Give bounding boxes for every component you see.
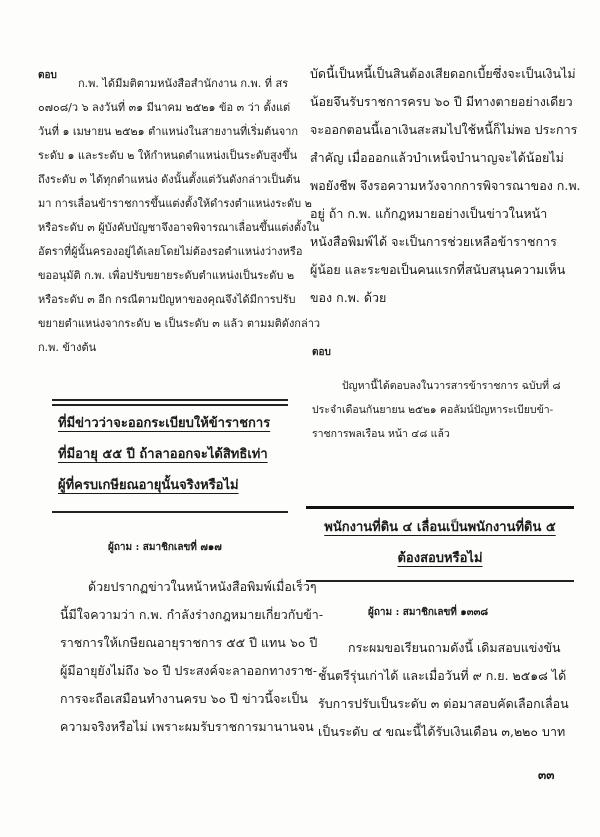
text-line: สำคัญ เมื่อออกแล้วบำเหน็จบำนาญจะได้น้อยไม่ xyxy=(310,150,564,165)
text-line: น้อยจึนรับราชการครบ ๖๐ ปี มีทางตายอย่างเดียว xyxy=(310,94,573,109)
section-divider xyxy=(306,506,574,509)
text-line: กระผมขอเรียนถามดังนี้ เดิมสอบแข่งขัน xyxy=(348,640,561,655)
text-line: ผู้น้อย และระขอเป็นคนแรกที่สนับสนุนความเห็น xyxy=(310,262,566,277)
question-byline-right: ผู้ถาม : สมาชิกเลขที่ ๑๓๓๘ xyxy=(368,607,489,618)
text-line: ขยายตำแหน่งจากระดับ ๒ เป็นระดับ ๓ แล้ว ตามมติดังกล่าว xyxy=(38,317,321,330)
answer-text-left xyxy=(38,72,321,360)
text-line: ระดับ ๑ และระดับ ๒ ให้กำหนดตำแหน่งเป็นระดับสูงขึ้น xyxy=(38,149,298,162)
text-line: บัดนี้เป็นหนี้เป็นสินต้องเสียดอกเบี้ยซึ่งจะเป็นเงินไม่ xyxy=(310,66,576,81)
text-line: อยู่ ถ้า ก.พ. แก้กฎหมายอย่างเป็นข่าวในหน้า xyxy=(310,206,548,221)
text-line: ก.พ. ได้มีมติตามหนังสือสำนักงาน ก.พ. ที่ สร xyxy=(78,77,289,90)
text-line: นี้มีใจความว่า ก.พ. กำลังร่างกฎหมายเกี่ยวกับข้า- xyxy=(60,607,324,622)
question-text-left xyxy=(60,573,324,741)
answer-label-left: ตอบ xyxy=(38,70,57,81)
text-line: ราชการให้เกษียณอายุราชการ ๕๕ ปี แทน ๖๐ ปี xyxy=(60,635,318,650)
text-line: ของ ก.พ. ด้วย xyxy=(310,290,387,305)
question-continued-right xyxy=(310,60,581,312)
section-divider xyxy=(306,580,574,582)
section-divider xyxy=(52,399,288,401)
text-line: ประจำเดือนกันยายน ๒๕๒๑ คอลัมน์ปัญหาระเบียบข้า- xyxy=(312,404,554,416)
text-line: วันที่ ๑ เมษายน ๒๕๒๑ ตำแหน่งในสายงานที่เริ่มต้นจาก xyxy=(38,125,299,138)
text-line: รับการปรับเป็นระดับ ๓ ต่อมาสอบคัดเลือกเลื่อน xyxy=(318,696,569,711)
question-heading-left xyxy=(52,408,292,501)
heading-line: ต้องสอบหรือไม่ xyxy=(397,551,483,566)
text-line: ปัญหานี้ได้ตอบลงในวารสารข้าราชการ ฉบับที่ ๘ xyxy=(342,380,561,392)
text-line: มา การเลื่อนข้าราชการขึ้นแต่งตั้งให้ดำรงตำแหน่งระดับ ๒ xyxy=(38,197,312,210)
text-line: พอยังชีพ จึงรอความหวังจากการพิจารณาของ ก.พ. xyxy=(310,178,581,193)
section-divider xyxy=(52,404,288,406)
heading-line: ที่มีอายุ ๕๕ ปี ถ้าลาออกจะได้สิทธิเท่า xyxy=(58,447,268,462)
text-line: การจะถือเสมือนทำงานครบ ๖๐ ปี ข่าวนี้จะเป็น xyxy=(60,691,308,706)
text-line: เป็นระดับ ๔ ขณะนี้ได้รับเงินเดือน ๓,๒๒๐ บาท xyxy=(318,724,566,739)
heading-line: พนักงานที่ดิน ๔ เลื่อนเป็นพนักงานที่ดิน ๕ xyxy=(324,520,556,535)
text-line: หรือระดับ ๓ อีก กรณีตามปัญหาของคุณจึงได้มีการปรับ xyxy=(38,293,296,306)
text-line: อัตราที่ผู้นั้นครองอยู่ได้เลยโดยไม่ต้องรอตำแหน่งว่างหรือ xyxy=(38,245,303,258)
heading-line: ที่มีข่าวว่าจะออกระเบียบให้ข้าราชการ xyxy=(58,416,271,431)
text-line: ก.พ. ข้างต้น xyxy=(38,341,97,354)
text-line: หนังสือพิมพ์ได้ จะเป็นการช่วยเหลือข้าราชการ xyxy=(310,234,557,249)
text-line: หรือระดับ ๓ ผู้บังคับบัญชาจึงอาจพิจารณาเลื่อนขึ้นแต่งตั้งใน xyxy=(38,221,320,234)
text-line: ด้วยปรากฏข่าวในหน้าหนังสือพิมพ์เมื่อเร็วๆ xyxy=(88,579,317,594)
answer-text-right xyxy=(312,374,574,446)
question-heading-right xyxy=(306,512,574,574)
text-line: ผู้มีอายุยังไม่ถึง ๖๐ ปี ประสงค์จะลาออกทางราช- xyxy=(60,663,318,678)
heading-line: ผู้ที่ครบเกษียณอายุนั้นจริงหรือไม่ xyxy=(58,478,239,493)
answer-label-right: ตอบ xyxy=(312,347,331,358)
text-line: ราชการพลเรือน หน้า ๔๘ แล้ว xyxy=(312,428,450,440)
question-text-right xyxy=(318,634,576,746)
text-line: จะออกตอนนี้เอาเงินสะสมไปใช้หนี้ก็ไม่พอ ประการ xyxy=(310,122,578,137)
text-line: ความจริงหรือไม่ เพราะผมรับราชการมานานจน xyxy=(60,719,314,734)
question-byline-left: ผู้ถาม : สมาชิกเลขที่ ๗๑๗ xyxy=(108,542,222,553)
text-line: ขออนุมัติ ก.พ. เพื่อปรับขยายระดับตำแหน่งเป็นระดับ ๒ xyxy=(38,269,295,282)
page-number: ๓๓ xyxy=(538,768,555,782)
section-divider xyxy=(52,511,288,513)
text-line: ชั้นตรีรุ่นเก่าได้ และเมื่อวันที่ ๙ ก.ย. ๒๕๑๘ ได้ xyxy=(318,668,567,683)
text-line: ถึงระดับ ๓ ได้ทุกตำแหน่ง ดังนั้นตั้งแต่วันดังกล่าวเป็นต้น xyxy=(38,173,301,186)
text-line: ๐๗๐๘/ว ๖ ลงวันที่ ๓๑ มีนาคม ๒๕๒๑ ข้อ ๓ ว่า ตั้งแต่ xyxy=(38,101,291,114)
